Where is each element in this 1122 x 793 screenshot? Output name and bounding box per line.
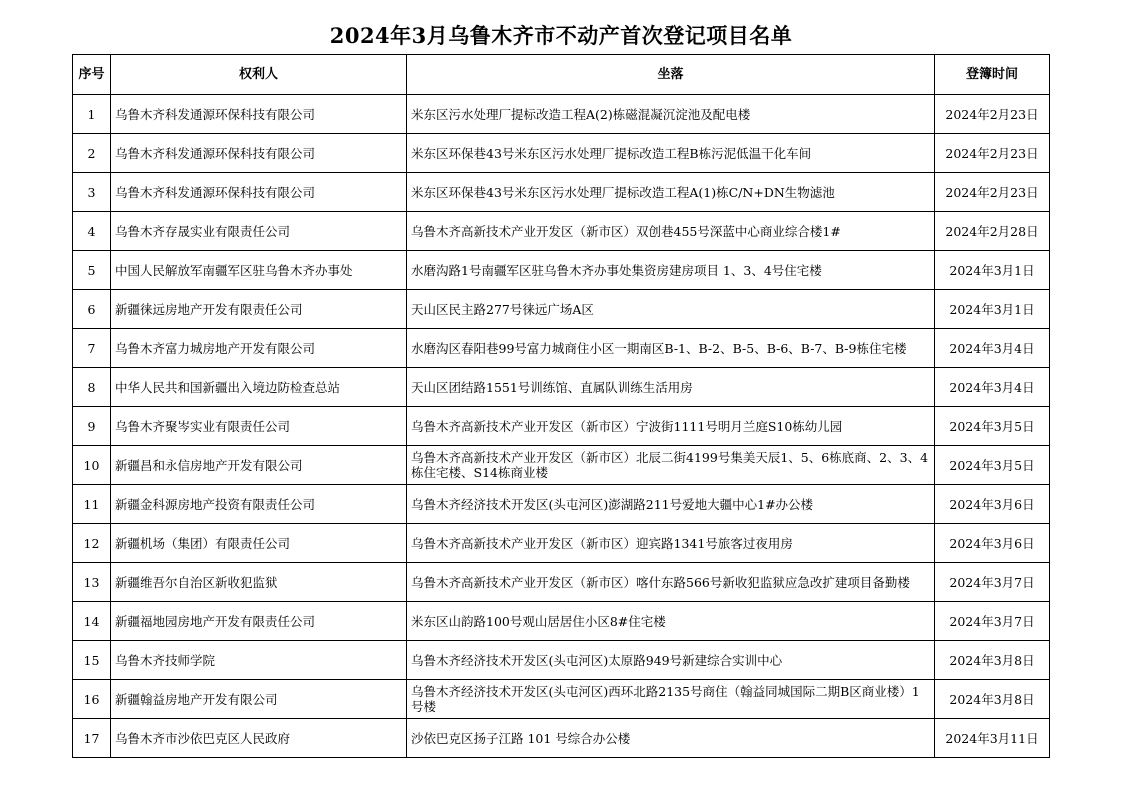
cell-no: 1	[73, 95, 111, 134]
table-row	[73, 212, 1050, 251]
cell-holder: 乌鲁木齐市沙依巴克区人民政府	[111, 719, 407, 758]
cell-holder: 新疆机场（集团）有限责任公司	[111, 524, 407, 563]
cell-date: 2024年3月6日	[935, 524, 1050, 563]
table-row	[73, 95, 1050, 134]
cell-no: 9	[73, 407, 111, 446]
cell-no: 6	[73, 290, 111, 329]
cell-date: 2024年3月11日	[935, 719, 1050, 758]
cell-date: 2024年2月23日	[935, 95, 1050, 134]
cell-holder: 中华人民共和国新疆出入境边防检查总站	[111, 368, 407, 407]
table-row	[73, 290, 1050, 329]
cell-location: 天山区民主路277号徕远广场A区	[407, 290, 935, 329]
cell-no: 2	[73, 134, 111, 173]
cell-location: 天山区团结路1551号训练馆、直属队训练生活用房	[407, 368, 935, 407]
table-body	[73, 95, 1050, 758]
cell-no: 16	[73, 680, 111, 719]
cell-holder: 新疆徕远房地产开发有限责任公司	[111, 290, 407, 329]
cell-holder: 乌鲁木齐科发通源环保科技有限公司	[111, 95, 407, 134]
table-row	[73, 641, 1050, 680]
table-row	[73, 680, 1050, 719]
cell-location: 乌鲁木齐经济技术开发区(头屯河区)太原路949号新建综合实训中心	[407, 641, 935, 680]
cell-no: 5	[73, 251, 111, 290]
table-row	[73, 368, 1050, 407]
cell-location: 乌鲁木齐高新技术产业开发区（新市区）北辰二街4199号集美天辰1、5、6栋底商、2、3、4栋住宅楼、S14栋商业楼	[407, 446, 935, 485]
cell-date: 2024年2月23日	[935, 134, 1050, 173]
cell-location: 乌鲁木齐高新技术产业开发区（新市区）宁波街1111号明月兰庭S10栋幼儿园	[407, 407, 935, 446]
cell-date: 2024年3月7日	[935, 563, 1050, 602]
cell-holder: 新疆福地园房地产开发有限责任公司	[111, 602, 407, 641]
cell-location: 水磨沟区春阳巷99号富力城商住小区一期南区B-1、B-2、B-5、B-6、B-7、B-9栋住宅楼	[407, 329, 935, 368]
table-row	[73, 602, 1050, 641]
header-location: 坐落	[407, 55, 935, 95]
cell-location: 米东区山韵路100号观山居居住小区8#住宅楼	[407, 602, 935, 641]
cell-holder: 乌鲁木齐科发通源环保科技有限公司	[111, 173, 407, 212]
table-row	[73, 407, 1050, 446]
cell-location: 沙依巴克区扬子江路 101 号综合办公楼	[407, 719, 935, 758]
cell-holder: 乌鲁木齐科发通源环保科技有限公司	[111, 134, 407, 173]
cell-no: 3	[73, 173, 111, 212]
cell-date: 2024年3月5日	[935, 407, 1050, 446]
cell-date: 2024年3月5日	[935, 446, 1050, 485]
registration-table	[72, 54, 1050, 758]
cell-no: 15	[73, 641, 111, 680]
cell-date: 2024年2月23日	[935, 173, 1050, 212]
document-title: 2024年3月乌鲁木齐市不动产首次登记项目名单	[329, 23, 793, 48]
cell-no: 10	[73, 446, 111, 485]
cell-date: 2024年3月6日	[935, 485, 1050, 524]
cell-no: 14	[73, 602, 111, 641]
cell-date: 2024年3月1日	[935, 290, 1050, 329]
table-row	[73, 251, 1050, 290]
cell-date: 2024年3月8日	[935, 641, 1050, 680]
cell-date: 2024年3月7日	[935, 602, 1050, 641]
cell-no: 17	[73, 719, 111, 758]
cell-date: 2024年3月8日	[935, 680, 1050, 719]
header-no: 序号	[73, 55, 111, 95]
table-row	[73, 329, 1050, 368]
cell-date: 2024年3月4日	[935, 329, 1050, 368]
cell-location: 乌鲁木齐高新技术产业开发区（新市区）双创巷455号深蓝中心商业综合楼1#	[407, 212, 935, 251]
cell-no: 12	[73, 524, 111, 563]
cell-holder: 乌鲁木齐技师学院	[111, 641, 407, 680]
cell-holder: 新疆翰益房地产开发有限公司	[111, 680, 407, 719]
cell-date: 2024年2月28日	[935, 212, 1050, 251]
cell-location: 米东区环保巷43号米东区污水处理厂提标改造工程B栋污泥低温干化车间	[407, 134, 935, 173]
header-date: 登簿时间	[935, 55, 1050, 95]
cell-holder: 中国人民解放军南疆军区驻乌鲁木齐办事处	[111, 251, 407, 290]
header-holder: 权利人	[111, 55, 407, 95]
table-row	[73, 563, 1050, 602]
table-row	[73, 719, 1050, 758]
cell-no: 4	[73, 212, 111, 251]
cell-holder: 乌鲁木齐富力城房地产开发有限公司	[111, 329, 407, 368]
cell-location: 乌鲁木齐经济技术开发区(头屯河区)澎湖路211号爱地大疆中心1#办公楼	[407, 485, 935, 524]
cell-holder: 乌鲁木齐存晟实业有限责任公司	[111, 212, 407, 251]
table-row	[73, 134, 1050, 173]
table-row	[73, 524, 1050, 563]
cell-holder: 新疆金科源房地产投资有限责任公司	[111, 485, 407, 524]
table-row	[73, 485, 1050, 524]
cell-location: 米东区污水处理厂提标改造工程A(2)栋磁混凝沉淀池及配电楼	[407, 95, 935, 134]
cell-location: 米东区环保巷43号米东区污水处理厂提标改造工程A(1)栋C/N+DN生物滤池	[407, 173, 935, 212]
cell-no: 13	[73, 563, 111, 602]
cell-holder: 新疆维吾尔自治区新收犯监狱	[111, 563, 407, 602]
cell-no: 7	[73, 329, 111, 368]
cell-no: 8	[73, 368, 111, 407]
cell-location: 乌鲁木齐高新技术产业开发区（新市区）喀什东路566号新收犯监狱应急改扩建项目备勤楼	[407, 563, 935, 602]
cell-location: 乌鲁木齐经济技术开发区(头屯河区)西环北路2135号商住（翰益同城国际二期B区商业楼）1号楼	[407, 680, 935, 719]
cell-date: 2024年3月4日	[935, 368, 1050, 407]
table-row	[73, 446, 1050, 485]
table-header-row	[73, 55, 1050, 95]
cell-holder: 乌鲁木齐聚岑实业有限责任公司	[111, 407, 407, 446]
cell-location: 水磨沟路1号南疆军区驻乌鲁木齐办事处集资房建房项目 1、3、4号住宅楼	[407, 251, 935, 290]
cell-location: 乌鲁木齐高新技术产业开发区（新市区）迎宾路1341号旅客过夜用房	[407, 524, 935, 563]
cell-date: 2024年3月1日	[935, 251, 1050, 290]
cell-no: 11	[73, 485, 111, 524]
table-row	[73, 173, 1050, 212]
cell-holder: 新疆昌和永信房地产开发有限公司	[111, 446, 407, 485]
